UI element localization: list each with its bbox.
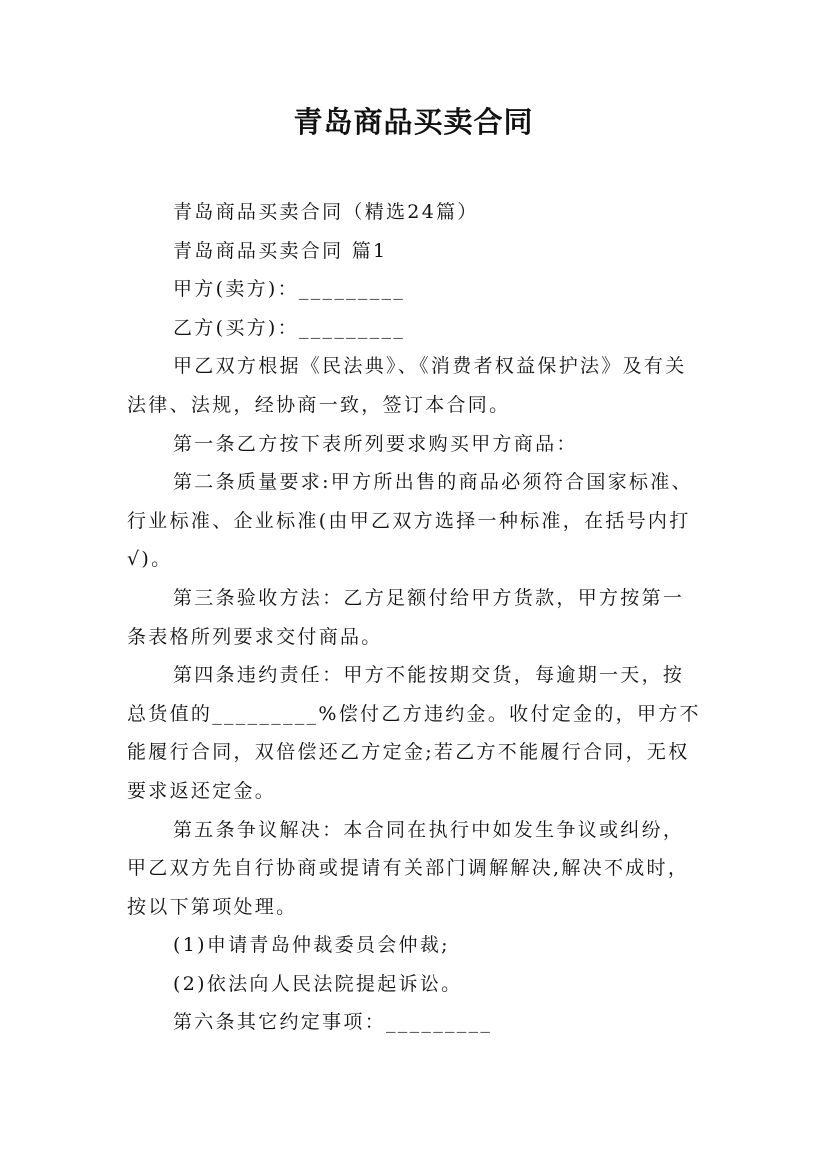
paragraph-article-3: 第三条验收方法：乙方足额付给甲方货款，甲方按第一条表格所列要求交付商品。: [127, 586, 685, 648]
paragraph-party-a: 甲方(卖方)：_________: [173, 278, 406, 301]
document-title: 青岛商品买卖合同: [293, 105, 534, 139]
paragraph-article-1: 第一条乙方按下表所列要求购买甲方商品：: [173, 432, 578, 455]
paragraph-article-4: 第四条违约责任：甲方不能按期交货，每逾期一天，按总货值的_________%偿付乙方违约金。收付定金的，甲方不能履行合同，双倍偿还乙方定金;若乙方不能履行合同，无权要求返还定金。: [127, 664, 701, 802]
document-body: [127, 193, 703, 1042]
paragraph-article-6: 第六条其它约定事项：_________: [173, 1011, 493, 1034]
paragraph-party-b: 乙方(买方)：_________: [173, 316, 406, 339]
paragraph-option-1: (1)申请青岛仲裁委员会仲裁;: [173, 934, 450, 957]
paragraph-article-5: 第五条争议解决：本合同在执行中如发生争议或纠纷，甲乙双方先自行协商或提请有关部门调解解决,解决不成时，按以下第项处理。: [127, 818, 690, 918]
paragraph-article-2: 第二条质量要求:甲方所出售的商品必须符合国家标准、行业标准、企业标准(由甲乙双方选择一种标准，在括号内打√)。: [127, 471, 693, 571]
paragraph-section-heading: 青岛商品买卖合同 篇1: [173, 239, 388, 262]
paragraph-preamble: 甲乙双方根据《民法典》、《消费者权益保护法》及有关法律、法规，经协商一致，签订本合同。: [127, 355, 687, 416]
paragraph-option-2: (2)依法向人民法院提起诉讼。: [173, 972, 463, 995]
paragraph-subtitle: 青岛商品买卖合同（精选24篇）: [173, 201, 479, 223]
